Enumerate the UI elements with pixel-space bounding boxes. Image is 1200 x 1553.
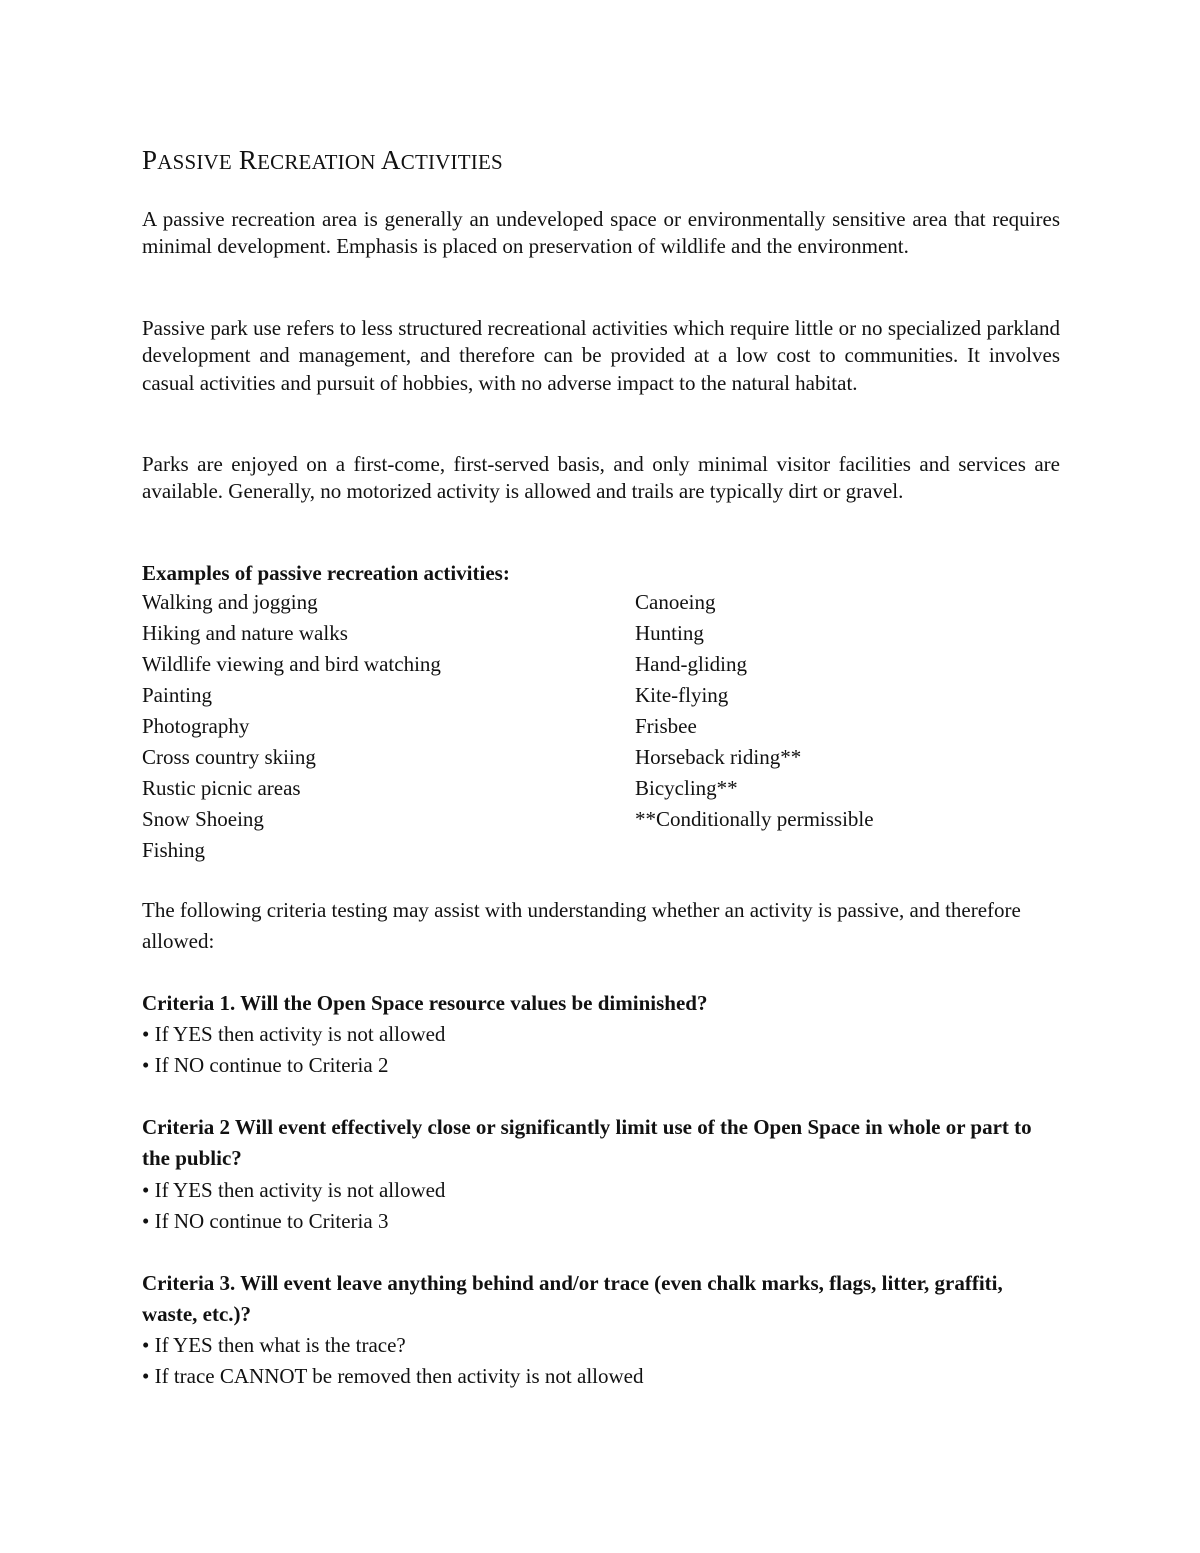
list-item: Walking and jogging — [142, 590, 318, 614]
list-item: Photography — [142, 714, 250, 738]
list-item: Horseback riding** — [635, 745, 802, 769]
list-item: Painting — [142, 683, 213, 707]
criteria-intro: The following criteria testing may assist with understanding whether an activity is passive, and therefore allowed: — [142, 898, 1021, 953]
criteria-2-bullet: • If NO continue to Criteria 3 — [142, 1209, 389, 1233]
list-item: Rustic picnic areas — [142, 776, 301, 800]
list-item: **Conditionally permissible — [635, 807, 874, 831]
parks-paragraph: Parks are enjoyed on a first-come, first-served basis, and only minimal visitor facilities and services are available. Generally, no motorized activity is allowed and trails are typically dirt or gravel. — [142, 452, 1060, 504]
criteria-2-heading: Criteria 2 Will event effectively close or significantly limit use of the Open Space in whole or part to the public? — [142, 1115, 1032, 1170]
criteria-1-heading: Criteria 1. Will the Open Space resource values be diminished? — [142, 991, 708, 1015]
criteria-1-bullet: • If NO continue to Criteria 2 — [142, 1053, 389, 1077]
title-word: ACTIVITIES — [381, 145, 503, 175]
list-item: Canoeing — [635, 590, 716, 614]
list-item: Snow Shoeing — [142, 807, 264, 831]
intro-paragraph: A passive recreation area is generally an undeveloped space or environmentally sensitive area that requires minimal development. Emphasis is placed on preservation of wildlife and the environment. — [142, 207, 1060, 259]
criteria-3-heading: Criteria 3. Will event leave anything behind and/or trace (even chalk marks, flags, litter, graffiti, waste, etc.)? — [142, 1271, 1003, 1326]
examples-list-right — [635, 589, 874, 837]
list-item: Kite-flying — [635, 683, 729, 707]
list-item: Hunting — [635, 621, 704, 645]
list-item: Frisbee — [635, 714, 697, 738]
title-word: RECREATION — [238, 145, 376, 175]
examples-list-left — [142, 589, 441, 868]
criteria-1-bullet: • If YES then activity is not allowed — [142, 1022, 446, 1046]
criteria-3-bullet: • If YES then what is the trace? — [142, 1333, 406, 1357]
list-item: Hand-gliding — [635, 652, 747, 676]
list-item: Bicycling** — [635, 776, 738, 800]
criteria-3-bullet: • If trace CANNOT be removed then activity is not allowed — [142, 1364, 644, 1388]
list-item: Wildlife viewing and bird watching — [142, 652, 441, 676]
page-title — [142, 145, 503, 176]
passive-use-paragraph: Passive park use refers to less structured recreational activities which require little or no specialized parkland development and management, and therefore can be provided at a low cost to communities. It involves casual activities and pursuit of hobbies, with no adverse impact to the natural habitat. — [142, 316, 1060, 395]
criteria-2-bullet: • If YES then activity is not allowed — [142, 1178, 446, 1202]
list-item: Cross country skiing — [142, 745, 316, 769]
examples-heading: Examples of passive recreation activities: — [142, 561, 510, 585]
list-item: Hiking and nature walks — [142, 621, 348, 645]
list-item: Fishing — [142, 838, 206, 862]
title-word: PASSIVE — [142, 145, 232, 175]
